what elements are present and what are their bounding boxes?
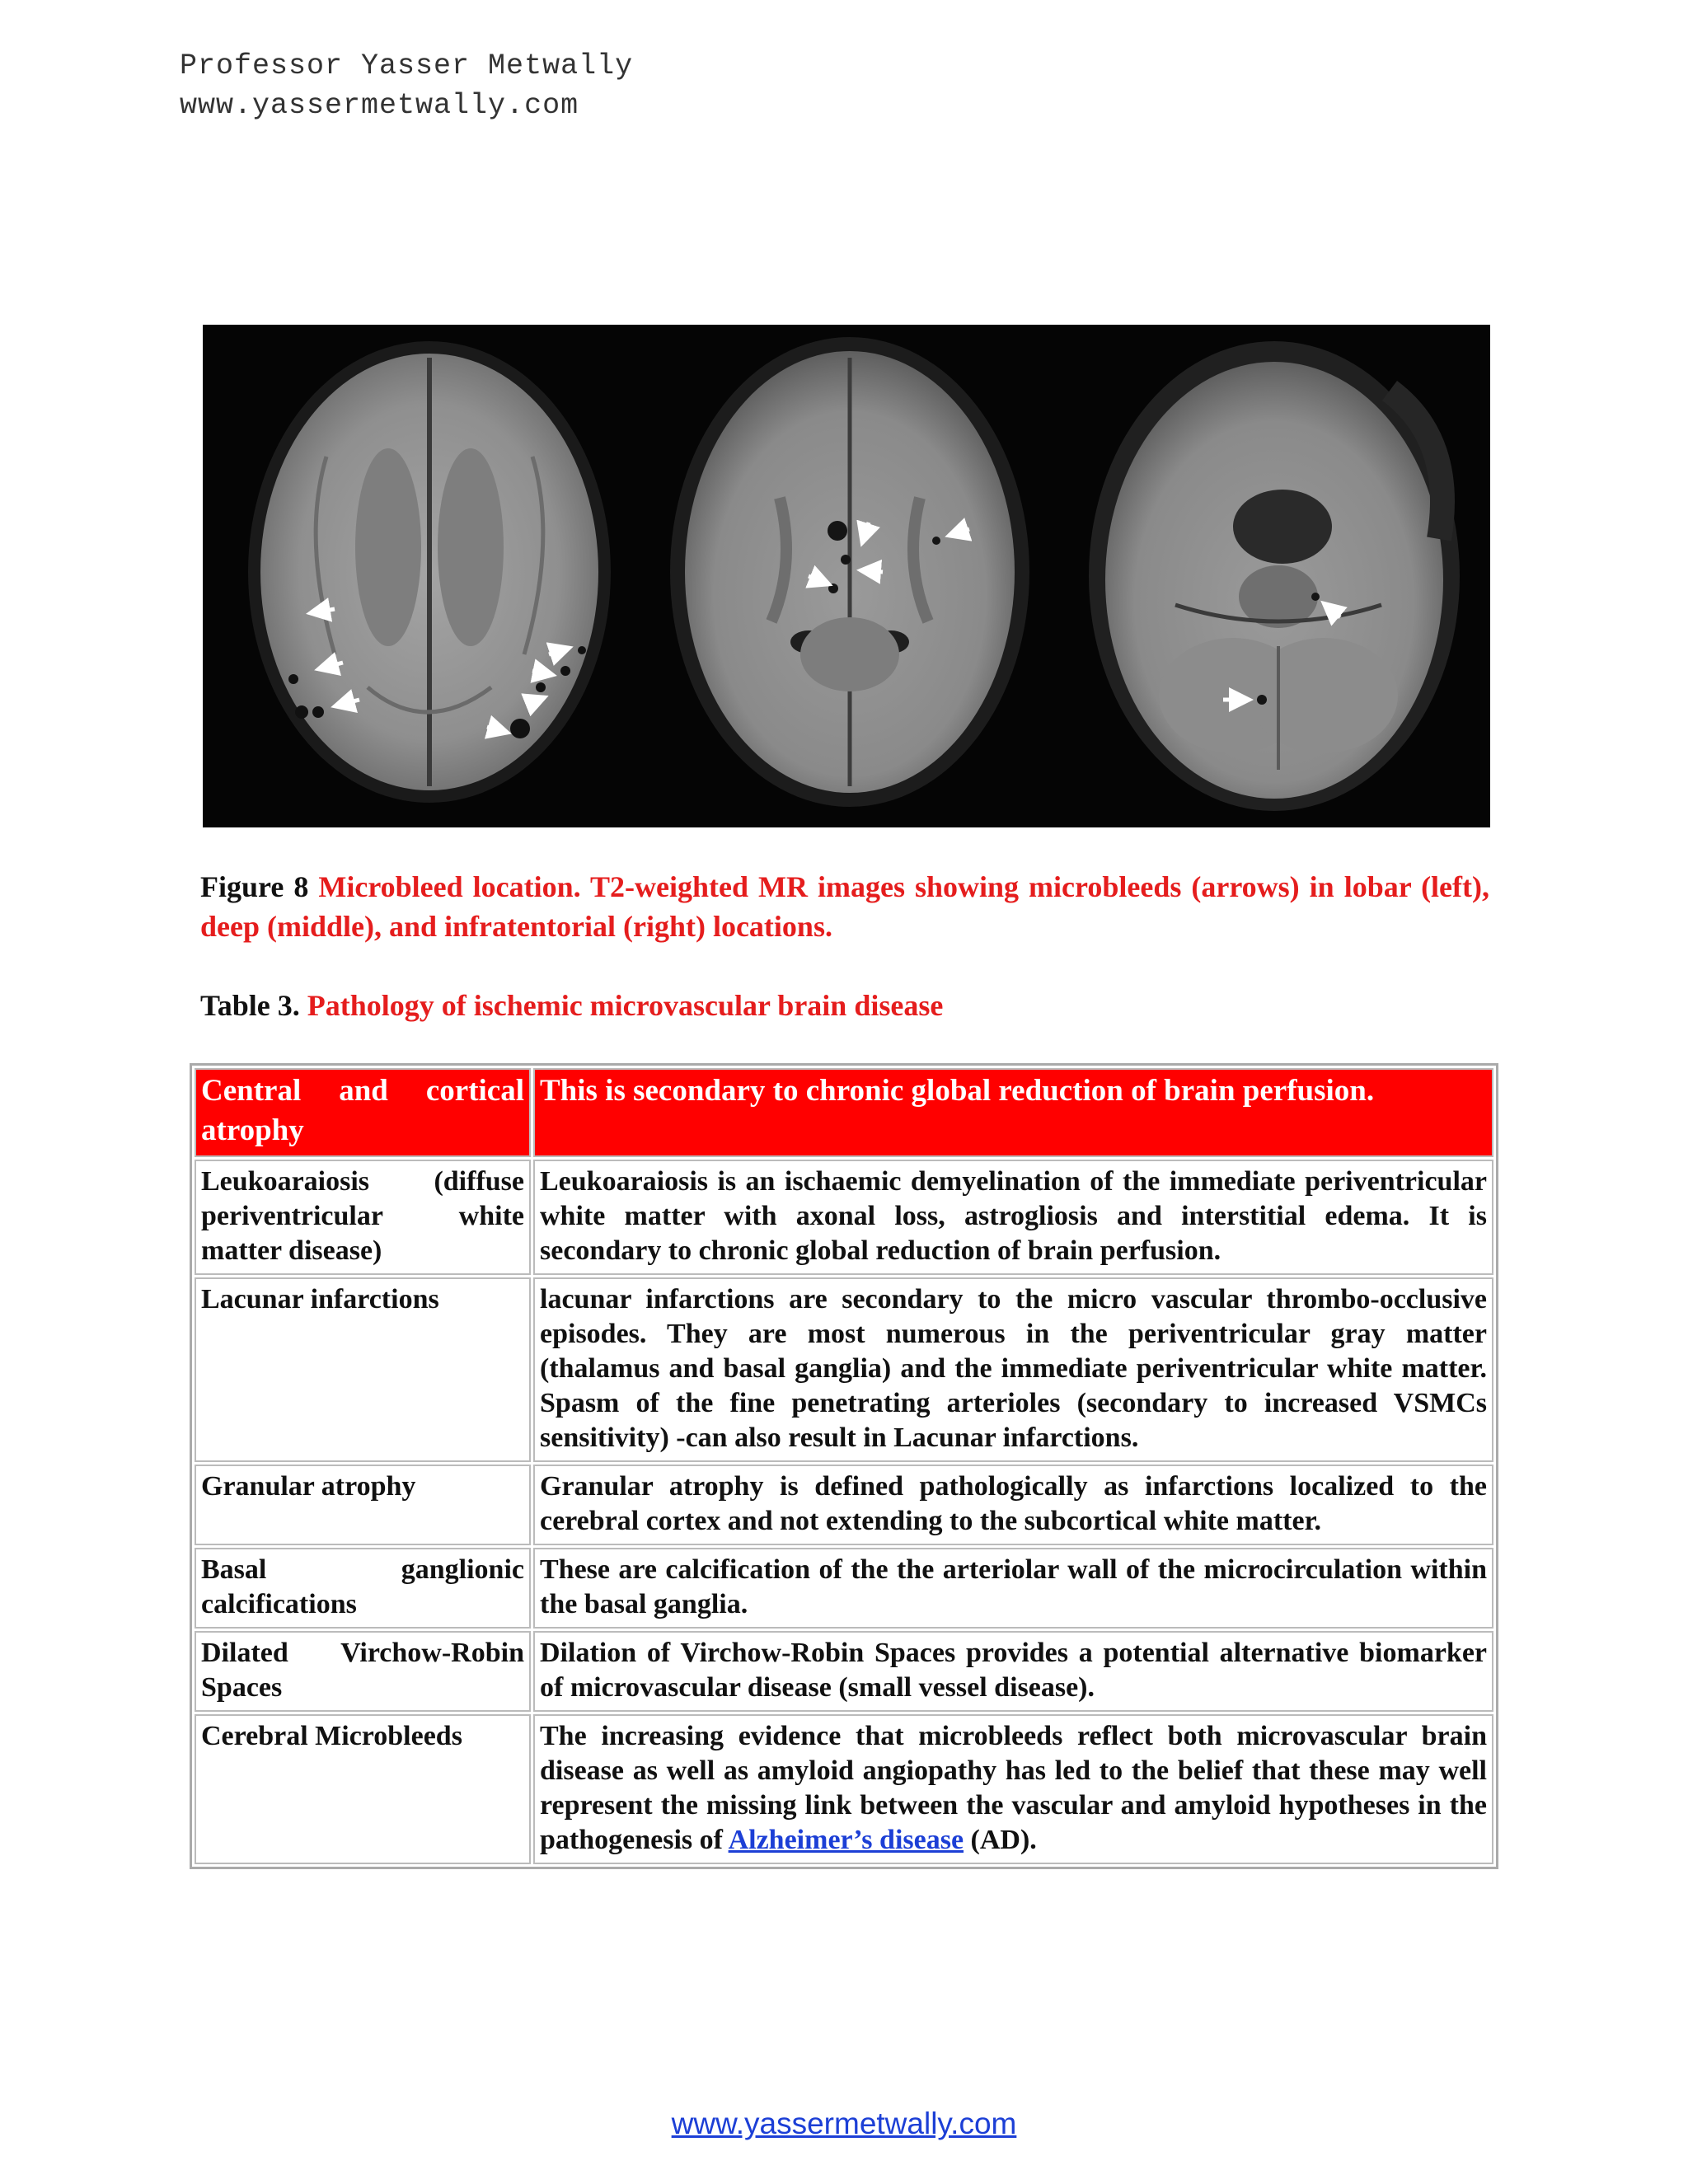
header-description-cell: This is secondary to chronic global reduction of brain perfusion. (533, 1068, 1493, 1157)
table-row (195, 1277, 1493, 1462)
alzheimers-disease-link[interactable]: Alzheimer’s disease (728, 1825, 964, 1855)
description-cell: Granular atrophy is defined pathologically as infarctions localized to the cerebral cortex and not extending to the subcortical white matter. (533, 1465, 1493, 1545)
description-cell (533, 1714, 1493, 1864)
table-label: Table 3. (200, 989, 300, 1022)
figure-caption (200, 867, 1489, 946)
table-row (195, 1160, 1493, 1275)
term-cell: Leukoaraiosis (diffuse periventricular white matter disease) (195, 1160, 531, 1275)
term-cell: Dilated Virchow-Robin Spaces (195, 1631, 531, 1712)
description-cell: lacunar infarctions are secondary to the micro vascular thrombo-occlusive episodes. They are most numerous in the periventricular gray matter (thalamus and basal ganglia) and the immediate periventricular white matter. Spasm of the fine penetrating arterioles (secondary to increased VSMCs sensitivity) -can also result in Lacunar infarctions. (533, 1277, 1493, 1462)
term-cell: Cerebral Microbleeds (195, 1714, 531, 1864)
page-header (180, 46, 633, 125)
table-title-text: Pathology of ischemic microvascular brain disease (307, 989, 944, 1022)
mri-middle-deep (670, 337, 1029, 807)
table-header-row (195, 1068, 1493, 1157)
description-text-end: (AD). (964, 1825, 1037, 1855)
mri-figure (203, 325, 1490, 827)
description-cell: These are calcification of the the arteriolar wall of the microcirculation within the basal ganglia. (533, 1548, 1493, 1629)
term-cell: Lacunar infarctions (195, 1277, 531, 1462)
term-cell: Basal ganglionic calcifications (195, 1548, 531, 1629)
header-term-cell: Central and cortical atrophy (195, 1068, 531, 1157)
table-row (195, 1548, 1493, 1629)
table-row (195, 1631, 1493, 1712)
description-cell: Leukoaraiosis is an ischaemic demyelination of the immediate periventricular white matter with axonal loss, astrogliosis and interstitial edema. It is secondary to chronic global reduction of brain perfusion. (533, 1160, 1493, 1275)
mri-left-lobar (248, 341, 611, 803)
term-cell: Granular atrophy (195, 1465, 531, 1545)
mri-images (203, 325, 1490, 827)
description-cell: Dilation of Virchow-Robin Spaces provides a potential alternative biomarker of microvascular disease (small vessel disease). (533, 1631, 1493, 1712)
mri-right-infratentorial (1089, 341, 1460, 811)
figure-caption-text: Microbleed location. T2-weighted MR images showing microbleeds (arrows) in lobar (left), deep (middle), and infratentorial (right) locations. (200, 870, 1489, 943)
header-website: www.yassermetwally.com (180, 89, 579, 122)
author-name: Professor Yasser Metwally (180, 49, 634, 82)
footer-website-link[interactable]: www.yassermetwally.com (671, 2107, 1017, 2140)
description-text: The increasing evidence that microbleeds reflect both microvascular brain disease as well as amyloid angiopathy has led to the belief that these may well represent the missing link between the vascular and amyloid hypotheses in the pathogenesis of (540, 1721, 1487, 1855)
figure-label: Figure 8 (200, 870, 309, 903)
table-title (200, 986, 943, 1025)
table-row (195, 1465, 1493, 1545)
table-row (195, 1714, 1493, 1864)
pathology-table (190, 1063, 1498, 1869)
